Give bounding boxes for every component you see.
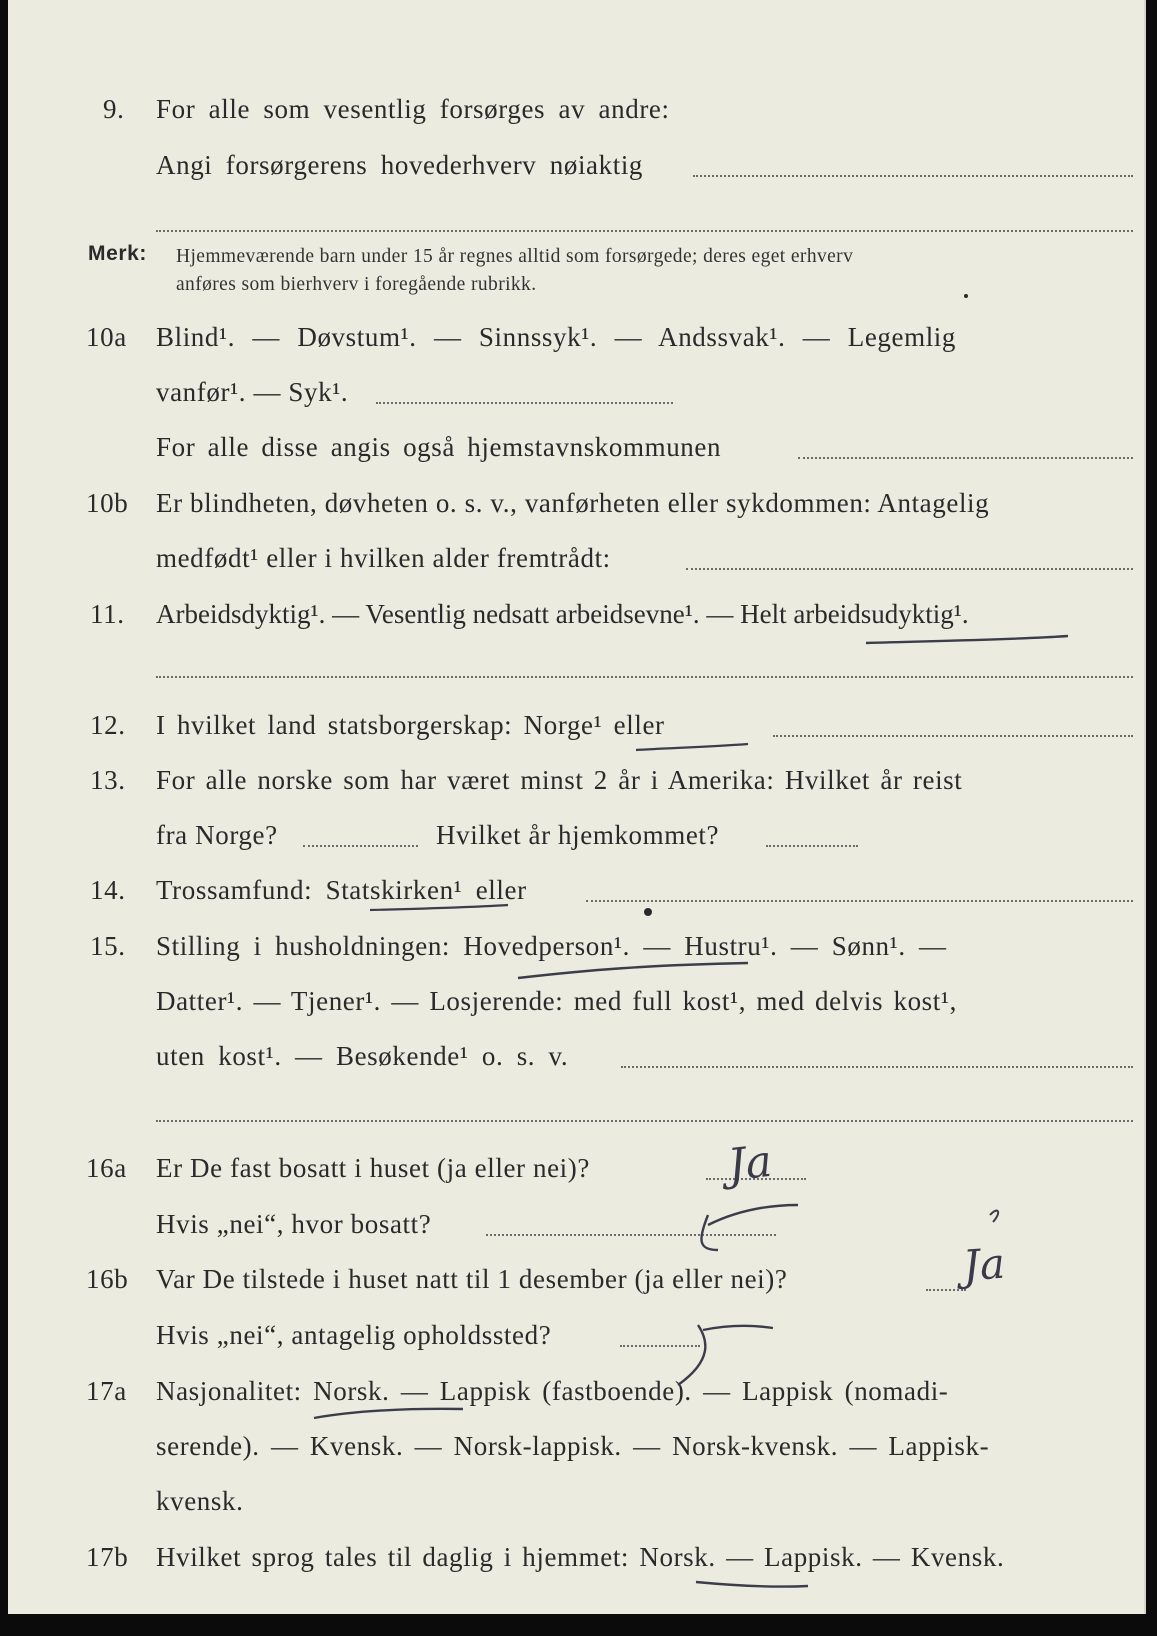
q13-text-2b: Hvilket år hjemkommet?: [436, 820, 720, 850]
underline-norsk-17b: [696, 1582, 808, 1587]
q13-text: For alle norske som har været minst 2 år i Amerika: Hvilket år reist: [156, 765, 963, 795]
q14-number: 14.: [90, 875, 126, 905]
underline-helt-arbeidsudyktig: [866, 636, 1068, 643]
q10a-text-3: For alle disse angis også hjemstavnskommunen: [156, 432, 722, 462]
q17b-text: Hvilket sprog tales til daglig i hjemmet: Norsk. — Lappisk. — Kvensk.: [156, 1542, 1005, 1572]
q16a-handwritten-answer: Ja: [725, 1135, 775, 1192]
q17a-text: Nasjonalitet: Norsk. — Lappisk (fastboende). — Lappisk (nomadi-: [156, 1376, 949, 1406]
q15-text-2: Datter¹. — Tjener¹. — Losjerende: med full kost¹, med delvis kost¹,: [156, 986, 957, 1016]
q11-number: 11.: [90, 599, 125, 629]
q10b-number: 10b: [86, 488, 129, 518]
ink-dot: [644, 908, 652, 916]
underline-hovedperson: [518, 963, 748, 978]
q17a-number: 17a: [86, 1376, 127, 1406]
underline-norge: [636, 744, 748, 750]
merk-text-2: anføres som bierhverv i foregående rubrikk.: [176, 274, 537, 295]
q10b-text: Er blindheten, døvheten o. s. v., vanførheten eller sykdommen: Antagelig: [156, 488, 990, 518]
q15-number: 15.: [90, 931, 126, 961]
ditto-mark-16a: [701, 1205, 798, 1250]
q16a-text-2: Hvis „nei“, hvor bosatt?: [156, 1209, 432, 1239]
q10a-text: Blind¹. — Døvstum¹. — Sinnssyk¹. — Andssvak¹. — Legemlig: [156, 322, 957, 352]
q10a-text-2: vanfør¹. — Syk¹.: [156, 377, 349, 407]
q14-text: Trossamfund: Statskirken¹ eller: [156, 875, 527, 905]
q11-text: Arbeidsdyktig¹. — Vesentlig nedsatt arbeidsevne¹. — Helt arbeidsudyktig¹.: [156, 599, 969, 629]
q10a-number: 10a: [86, 322, 127, 352]
q16b-number: 16b: [86, 1264, 129, 1294]
q15-text: Stilling i husholdningen: Hovedperson¹. — Hustru¹. — Sønn¹. —: [156, 931, 947, 961]
q12-text: I hvilket land statsborgerskap: Norge¹ eller: [156, 710, 665, 740]
q12-number: 12.: [90, 710, 126, 740]
q16b-handwritten-answer: Ja: [961, 1238, 1007, 1291]
underline-statskirken: [370, 905, 508, 910]
q15-text-3: uten kost¹. — Besøkende¹ o. s. v.: [156, 1041, 569, 1071]
ditto-mark-16b: [678, 1325, 773, 1385]
pencil-tick-16b: [990, 1211, 998, 1222]
q9-text-2: Angi forsørgerens hovederhverv nøiaktig: [156, 150, 644, 180]
q16b-text: Var De tilstede i huset natt til 1 desember (ja eller nei)?: [156, 1264, 788, 1294]
q17a-text-2: serende). — Kvensk. — Norsk-lappisk. — Norsk-kvensk. — Lappisk-: [156, 1431, 990, 1461]
q10b-text-2: medfødt¹ eller i hvilken alder fremtrådt:: [156, 543, 611, 573]
q17a-text-3: kvensk.: [156, 1486, 244, 1516]
q16a-number: 16a: [86, 1153, 127, 1183]
q13-number: 13.: [90, 765, 126, 795]
ink-dot-2: [964, 294, 968, 298]
q9-number: 9.: [103, 94, 125, 124]
q13-text-2a: fra Norge?: [156, 820, 278, 850]
q9-text: For alle som vesentlig forsørges av andre:: [156, 94, 670, 124]
q16a-text: Er De fast bosatt i huset (ja eller nei)?: [156, 1153, 590, 1183]
merk-text: Hjemmeværende barn under 15 år regnes alltid som forsørgede; deres eget erhverv: [176, 246, 854, 267]
handwritten-underlines: [8, 0, 1144, 1614]
underline-norsk-17a: [314, 1409, 463, 1418]
form-sheet: [8, 0, 1146, 1614]
q16b-text-2: Hvis „nei“, antagelig opholdssted?: [156, 1320, 552, 1350]
merk-label: Merk:: [88, 242, 148, 265]
q17b-number: 17b: [86, 1542, 129, 1572]
